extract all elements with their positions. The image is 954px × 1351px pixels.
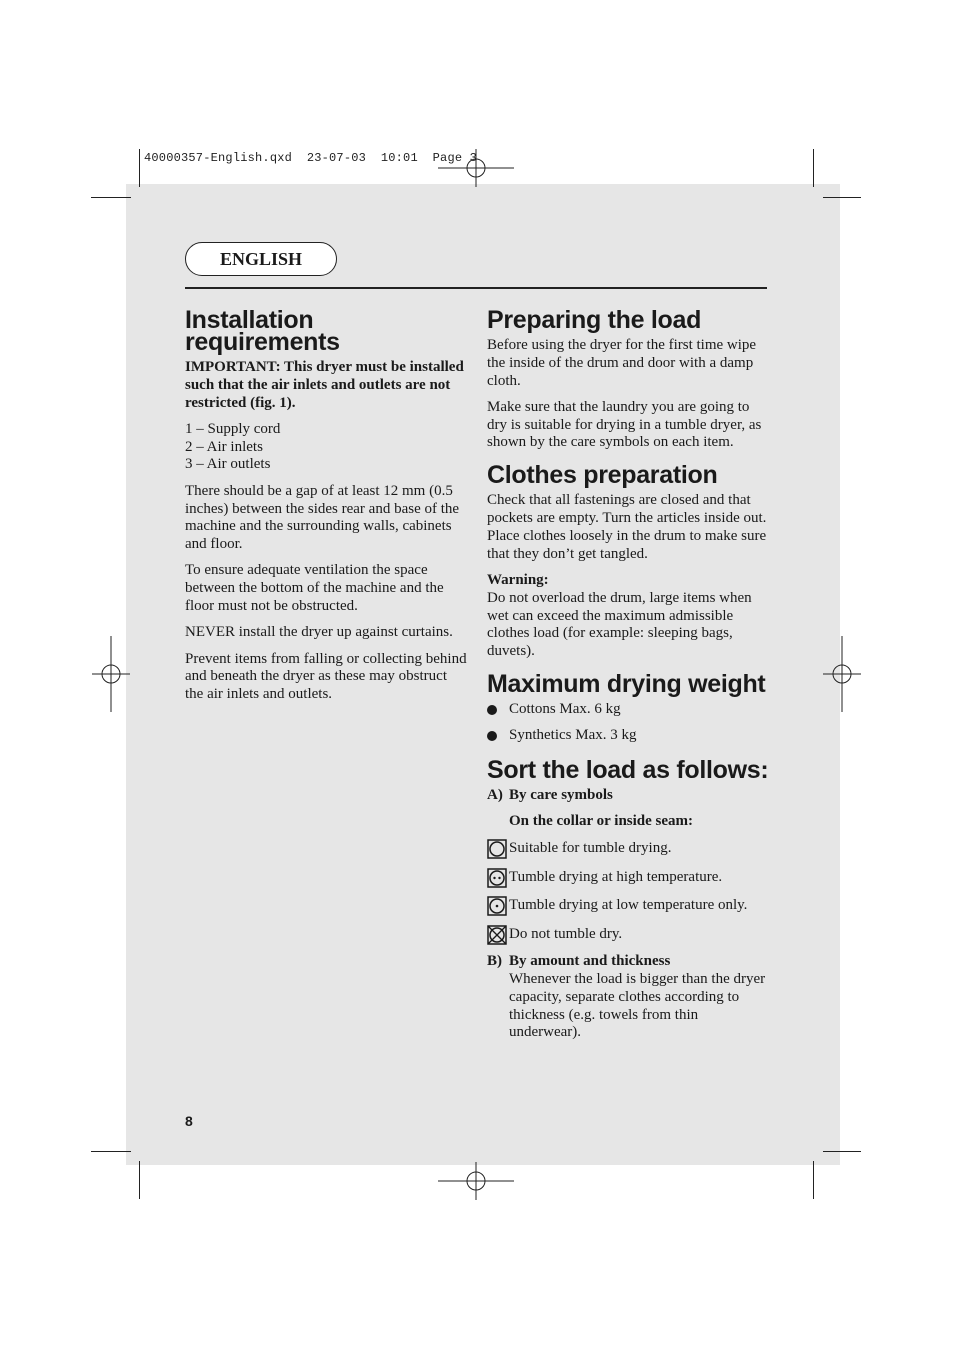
print-slug: 40000357-English.qxd 23-07-03 10:01 Page 3 (144, 151, 478, 165)
option-title: By amount and thickness (509, 953, 671, 970)
list-item: 1 – Supply cord (185, 420, 281, 437)
paragraph: Before using the dryer for the first time wipe the inside of the drum and door with a damp cloth. (487, 337, 757, 389)
crop-mark (139, 149, 140, 187)
section-title-clothes: Clothes preparation (487, 461, 718, 490)
sort-option-a (487, 787, 769, 805)
paragraph: Make sure that the laundry you are going to dry is suitable for drying in a tumble dryer, as shown by the care symbols on each item. (487, 398, 762, 451)
list-item: 3 – Air outlets (185, 456, 271, 473)
care-symbol-row (487, 896, 769, 916)
page-number: 8 (185, 1113, 193, 1129)
care-symbol-text: Suitable for tumble drying. (509, 840, 672, 857)
registration-mark-icon (823, 636, 861, 712)
crop-mark (91, 197, 131, 198)
language-label: ENGLISH (185, 242, 337, 276)
list-item (487, 701, 769, 719)
crop-mark (813, 149, 814, 187)
option-letter: B) (487, 953, 502, 970)
option-title: By care symbols (509, 786, 613, 803)
paragraph: There should be a gap of at least 12 mm (0.5 inches) between the sides rear and base of the machine and the surrounding walls, cabinets and floor. (185, 482, 460, 553)
tumble-dry-high-icon (487, 868, 507, 888)
bullet-icon (487, 705, 497, 715)
tumble-dry-icon (487, 839, 507, 859)
important-note: IMPORTANT: This dryer must be installed such that the air inlets and outlets are not restricted (fig. 1). (185, 359, 464, 411)
care-symbol-row (487, 839, 769, 859)
care-symbol-text: Tumble drying at low temperature only. (509, 897, 748, 914)
paragraph: To ensure adequate ventilation the space between the bottom of the machine and the floor must not be obstructed. (185, 562, 444, 615)
section-title-preparing: Preparing the load (487, 306, 702, 334)
section-title-max-weight: Maximum drying weight (487, 669, 766, 698)
list-item-text: Cottons Max. 6 kg (509, 700, 621, 717)
care-symbol-row (487, 868, 769, 888)
list-item-text: Synthetics Max. 3 kg (509, 726, 637, 743)
option-body (509, 953, 769, 1042)
section-title-sort: Sort the load as follows: (487, 755, 769, 784)
registration-mark-icon (438, 149, 514, 187)
paragraph: NEVER install the dryer up against curtains. (185, 624, 453, 641)
care-symbol-text: Tumble drying at high temperature. (509, 868, 723, 885)
registration-mark-icon (438, 1162, 514, 1200)
crop-mark (91, 1151, 131, 1152)
care-symbol-row (487, 925, 769, 945)
warning-title: Warning: (487, 571, 549, 588)
tumble-dry-low-icon (487, 896, 507, 916)
paragraph: Prevent items from falling or collecting behind and beneath the dryer as these may obstruct the air inlets and outlets. (185, 650, 467, 703)
crop-mark (823, 197, 861, 198)
do-not-tumble-dry-icon (487, 925, 507, 945)
header-rule (185, 287, 767, 289)
installation-section (185, 306, 467, 713)
right-column (487, 306, 769, 1042)
crop-mark (823, 1151, 861, 1152)
registration-mark-icon (92, 636, 130, 712)
list-item (487, 727, 769, 745)
sub-heading: On the collar or inside seam: (509, 812, 694, 829)
bullet-icon (487, 731, 497, 741)
warning-text: Do not overload the drum, large items when wet can exceed the maximum admissible clothes load (for example: sleeping bags, duvets). (487, 589, 752, 660)
section-title-installation: Installation requirements (185, 306, 340, 356)
sort-option-b (487, 953, 769, 1042)
crop-mark (813, 1161, 814, 1199)
option-letter: A) (487, 786, 503, 803)
list-item: 2 – Air inlets (185, 438, 263, 455)
parts-list (185, 421, 467, 474)
care-symbol-text: Do not tumble dry. (509, 925, 623, 942)
paragraph: Check that all fastenings are closed and that pockets are empty. Turn the articles inside out. Place clothes loosely in the drum to make sure that they don’t get tangled. (487, 492, 767, 562)
option-text: Whenever the load is bigger than the dryer capacity, separate clothes according to thickness (e.g. towels from thin underwear). (509, 970, 766, 1041)
crop-mark (139, 1161, 140, 1199)
